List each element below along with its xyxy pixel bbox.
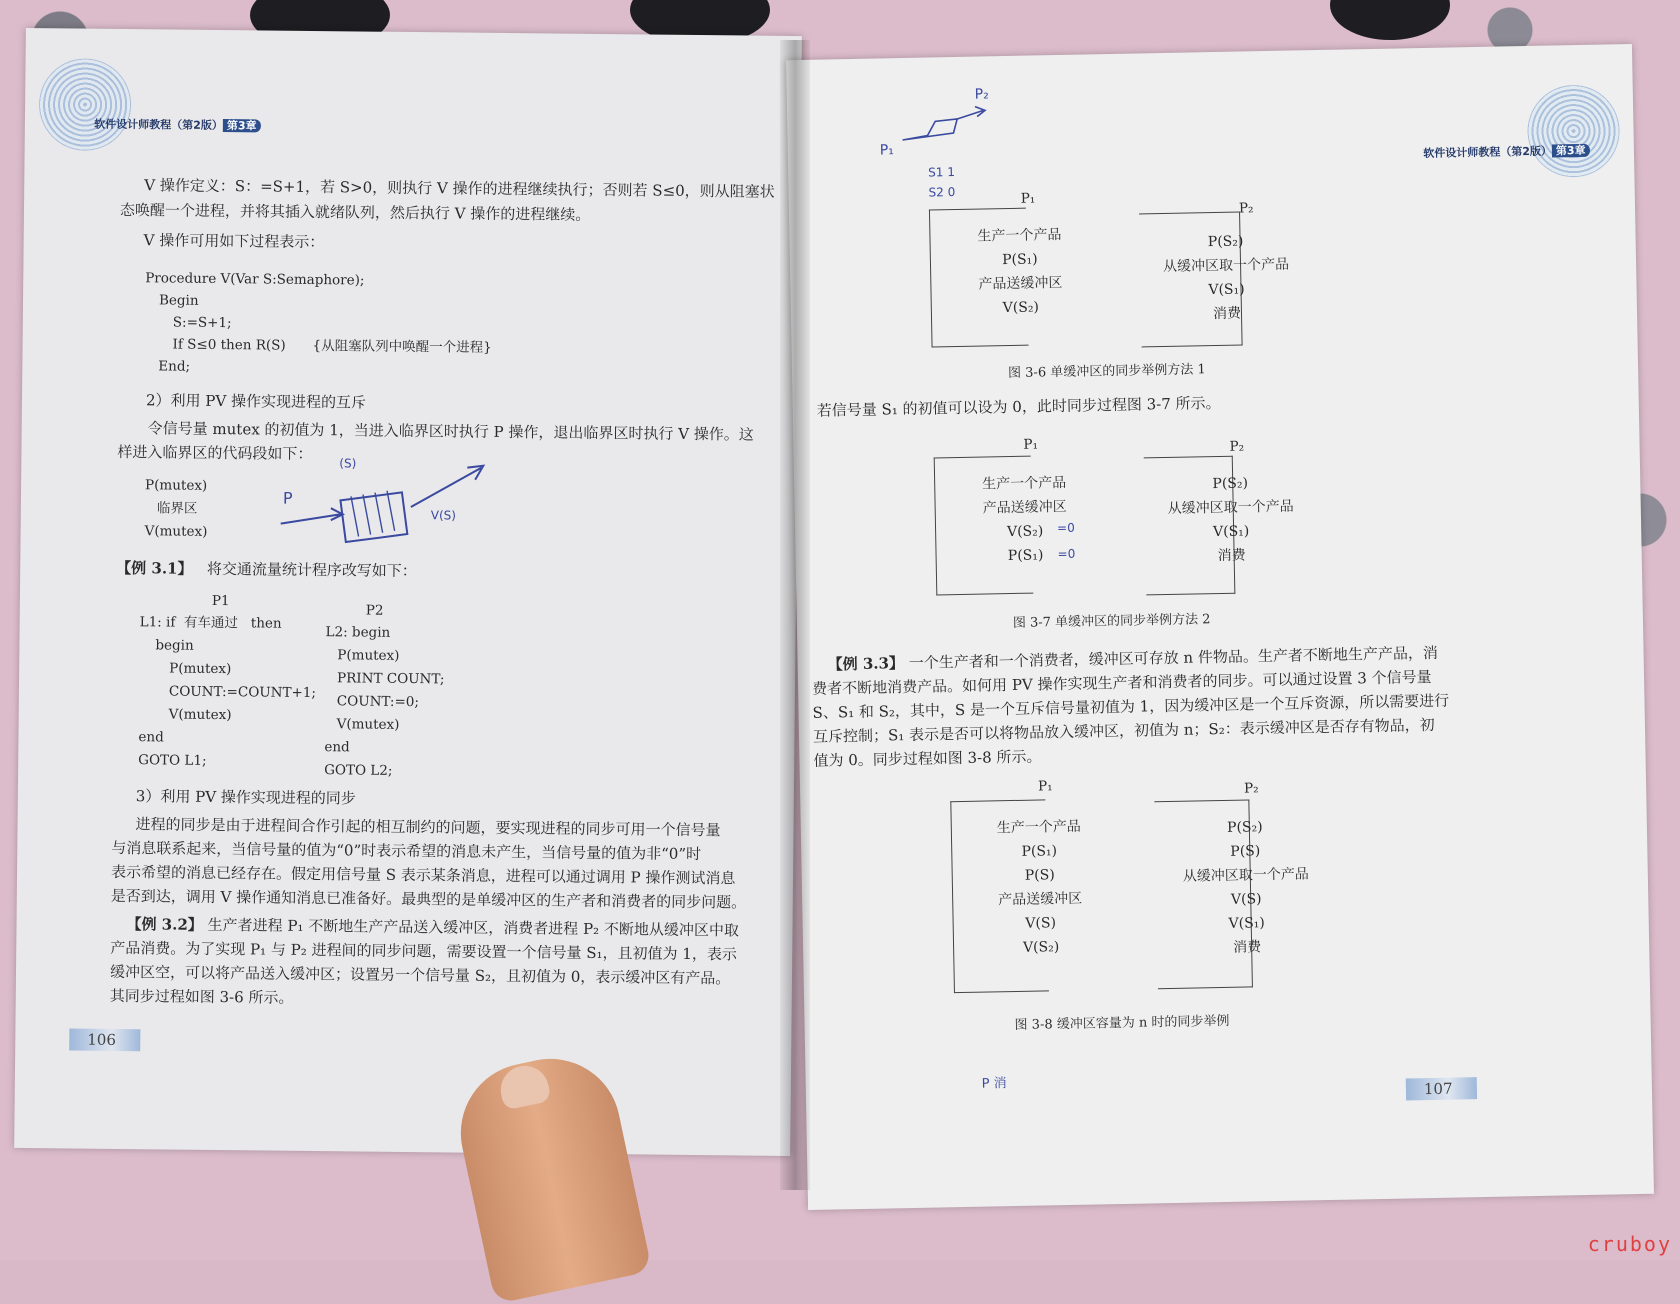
fig38-step: V(S) [1230,891,1262,908]
p2-code-line: end [324,739,350,756]
code-line: End; [158,358,191,375]
chapter-tag: 第3章 [223,119,261,132]
fig36-step: P(S₂) [1207,233,1244,251]
fig37-step: 消费 [1217,547,1246,565]
mutex-code-line: 临界区 [156,500,198,517]
p1-code-line: GOTO L1; [138,752,207,769]
p2-code-line: PRINT COUNT; [337,670,445,688]
hand-note: P₁ [879,142,895,159]
fig38-caption: 图 3-8 缓冲区容量为 n 时的同步举例 [1014,1013,1230,1034]
mutex-code-line: V(mutex) [144,523,208,540]
section-3-title: 3）利用 PV 操作实现进程的同步 [135,787,356,808]
chapter-tag: 第3章 [1552,144,1590,158]
fig38-step: V(S₂) [1022,939,1060,956]
fig37-step: V(S₂) [1006,523,1044,541]
hand-note-s: (S) [339,456,357,471]
section-2-para-line2: 样进入临界区的代码段如下： [117,442,313,463]
fig37-step: P(S₂) [1212,475,1249,493]
example-3-2-line: 其同步过程如图 3-6 所示。 [109,986,294,1007]
section-2-para-line1: 令信号量 mutex 的初值为 1，当进入临界区时执行 P 操作，退出临界区时执行 V 操作。这 [147,419,754,444]
example-3-3-line: 一个生产者和一个消费者，缓冲区可存放 n 件物品。生产者不断地生产产品，消 [908,643,1439,672]
p1-code-line: P(mutex) [169,660,232,678]
hand-note: P 消 [981,1076,1007,1092]
fig37-step: 产品送缓冲区 [982,498,1067,517]
right-page [786,44,1654,1210]
fig36-step: V(S₂) [1002,299,1040,317]
section-3-line: 表示希望的消息已经存在。假定用信号量 S 表示某条消息，进程可以通过调用 P 操作测试消息 [110,862,736,888]
p1-code-line: V(mutex) [168,706,232,724]
page-number: 106 [69,1028,140,1051]
page-header [79,103,261,147]
v-definition-line2: 态唤醒一个进程，并将其插入就绪队列，然后执行 V 操作的进程继续。 [119,200,591,224]
p2-title: P2 [365,602,384,619]
p2-code-line: GOTO L2; [324,762,393,779]
fig37-step: P(S₁) [1007,547,1044,565]
example-3-3-label: 【例 3.3】 [827,654,905,674]
example-3-2-label: 【例 3.2】 [126,915,203,934]
fig38-step: V(S₁) [1228,915,1265,932]
book-title: 软件设计师教程（第2版） [94,117,223,133]
page-number: 107 [1406,1077,1477,1100]
section-3-line: 与消息联系起来，当信号量的值为“0”时表示希望的消息未产生，当信号量的值为非“0”时 [111,838,702,864]
mutex-code-line: P(mutex) [145,477,208,494]
example-3-1-label: 【例 3.1】 [116,558,193,578]
fig36-step: 从缓冲区取一个产品 [1162,256,1290,276]
fig37-step: 生产一个产品 [982,474,1067,493]
example-3-3-line: 费者不断地消费产品。如何用 PV 操作实现生产者和消费者的同步。可以通过设置 3 个信号量 [811,667,1432,698]
code-line: Begin [158,292,199,309]
fig38-step: P(S) [1230,843,1261,860]
code-line: If S≤0 then R(S) [172,336,286,354]
example-3-2-line: 缓冲区空，可以将产品送入缓冲区；设置另一个信号量 S₂，且初值为 0，表示缓冲区有产品。 [109,962,731,988]
fig37-intro: 若信号量 S₁ 的初值可以设为 0，此时同步过程图 3-7 所示。 [816,393,1221,420]
hand-note: =0 [1057,546,1076,562]
section-3-line: 是否到达，调用 V 操作通知消息已准备好。最典型的是单缓冲区的生产者和消费者的同步问题。 [110,886,747,912]
handwritten-buffer-sketch [270,446,501,558]
hand-note: S2 0 [928,185,956,200]
watermark: cruboy [1587,1232,1672,1256]
example-3-3-line: 值为 0。同步过程如图 3-8 所示。 [813,747,1042,770]
hand-note: P₂ [974,86,989,103]
fig38-step: 生产一个产品 [996,818,1081,837]
p1-title: P1 [211,592,230,610]
page-header [1408,129,1590,174]
hand-note-v: V(S) [430,508,457,523]
fig36-right-steps [1155,228,1297,327]
p2-code-line: P(mutex) [337,647,400,664]
fig38-step: V(S) [1025,915,1057,932]
example-3-3-line: S、S₁ 和 S₂，其中，S 是一个互斥信号量初值为 1，因为缓冲区是一个互斥资源，所以需要进行 [812,691,1450,722]
code-line: Procedure V(Var S:Semaphore); [145,270,365,289]
example-3-2-line: 生产者进程 P₁ 不断地生产产品送入缓冲区，消费者进程 P₂ 不断地从缓冲区中取 [207,915,739,940]
p2-code-line: COUNT:=0; [336,693,420,711]
fig38-right-steps [1175,814,1318,961]
fig36-left-steps [949,222,1091,321]
fig37-right-steps [1160,470,1302,569]
p1-code-line: COUNT:=COUNT+1; [168,683,317,702]
p2-code-line: L2: begin [325,624,391,641]
fig38-p1-label: P₁ [1037,778,1053,795]
fig36-step: P(S₁) [1001,251,1038,269]
fig37-step: 从缓冲区取一个产品 [1167,498,1294,517]
fig37-p1-label: P₁ [1023,436,1039,453]
fig38-step: P(S₂) [1226,819,1263,836]
p2-code-line: V(mutex) [336,716,400,733]
book-gutter-shadow [780,40,810,1190]
fig36-step: V(S₁) [1208,281,1245,299]
example-3-3-line: 互斥控制；S₁ 表示是否可以将物品放入缓冲区，初值为 n；S₂：表示缓冲区是否存有物品，初 [812,715,1435,746]
section-2-title: 2）利用 PV 操作实现进程的互斥 [145,391,367,412]
fig36-p1-label: P₁ [1020,190,1036,207]
code-comment: {从阻塞队列中唤醒一个进程} [312,337,492,356]
p1-code-line: L1: if 有车通过 then [139,614,282,632]
p1-code-line: end [138,729,164,746]
fig38-step: P(S) [1024,867,1055,884]
fig38-step: 消费 [1233,939,1262,956]
fig37-p2-label: P₂ [1229,438,1245,455]
fig38-step: P(S₁) [1021,843,1058,860]
book-title: 软件设计师教程（第2版） [1423,144,1553,161]
handwritten-top-sketch [887,90,1018,162]
example-3-2-line: 产品消费。为了实现 P₁ 与 P₂ 进程间的同步问题，需要设置一个信号量 S₁，且初值为 1，表示 [110,938,737,964]
v-procedure-intro: V 操作可用如下过程表示： [143,231,325,252]
example-3-1-text: 将交通流量统计程序改写如下： [206,559,417,581]
fig36-step: 生产一个产品 [977,226,1062,245]
hand-note: =0 [1056,520,1075,536]
p1-code-line: begin [155,637,194,654]
fig36-caption: 图 3-6 单缓冲区的同步举例方法 1 [1007,362,1206,382]
hand-note-p: P [282,488,293,508]
v-definition-line1: V 操作定义：S：=S+1，若 S>0，则执行 V 操作的进程继续执行；否则若 S≤0，则从阻塞状 [144,176,775,201]
code-line: S:=S+1; [172,314,232,332]
fig38-step: 从缓冲区取一个产品 [1182,866,1309,885]
fig38-step: 产品送缓冲区 [998,890,1083,909]
fig36-step: 产品送缓冲区 [978,274,1063,293]
fig36-step: 消费 [1212,305,1242,323]
fig38-p2-label: P₂ [1243,780,1259,797]
fig36-p2-label: P₂ [1238,200,1254,217]
fig38-left-steps [969,814,1112,961]
section-3-line: 进程的同步是由于进程间合作引起的相互制约的问题，要实现进程的同步可用一个信号量 [135,815,721,840]
hand-note: S1 1 [928,165,956,180]
fig37-caption: 图 3-7 单缓冲区的同步举例方法 2 [1012,612,1211,631]
left-page [14,28,802,1156]
fig37-step: V(S₁) [1212,523,1250,541]
